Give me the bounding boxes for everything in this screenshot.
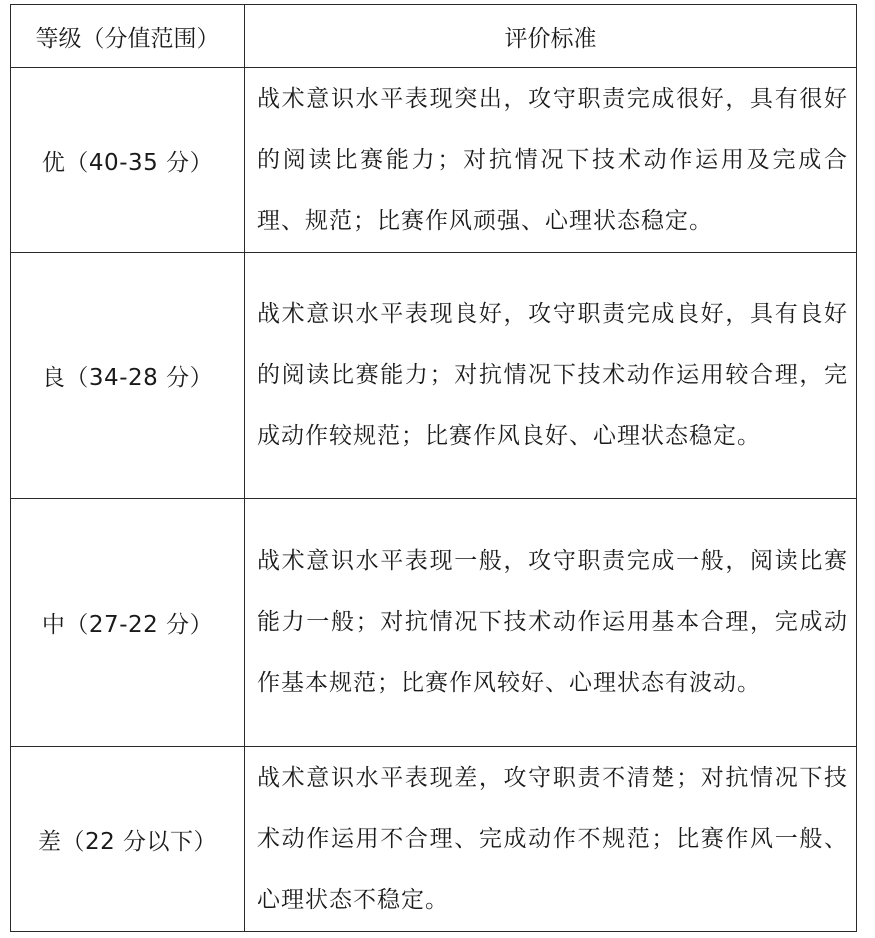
evaluation-table [10,4,857,932]
grade-cell-good: 良（34-28 分） [11,253,245,499]
grade-cell-poor: 差（22 分以下） [11,747,245,932]
header-criteria: 评价标准 [245,5,857,68]
table-row [11,68,857,253]
criteria-cell-good: 战术意识水平表现良好，攻守职责完成良好，具有良好的阅读比赛能力；对抗情况下技术动作运用较合理，完成动作较规范；比赛作风良好、心理状态稳定。 [245,253,857,499]
header-grade: 等级（分值范围） [11,5,245,68]
grade-cell-average: 中（27-22 分） [11,499,245,747]
evaluation-table-container [10,4,856,932]
criteria-cell-excellent: 战术意识水平表现突出，攻守职责完成很好，具有很好的阅读比赛能力；对抗情况下技术动作运用及完成合理、规范；比赛作风顽强、心理状态稳定。 [245,68,857,253]
grade-cell-excellent: 优（40-35 分） [11,68,245,253]
table-row [11,253,857,499]
criteria-cell-average: 战术意识水平表现一般，攻守职责完成一般，阅读比赛能力一般；对抗情况下技术动作运用基本合理，完成动作基本规范；比赛作风较好、心理状态有波动。 [245,499,857,747]
table-row [11,747,857,932]
table-header-row [11,5,857,68]
table-row [11,499,857,747]
criteria-cell-poor: 战术意识水平表现差，攻守职责不清楚；对抗情况下技术动作运用不合理、完成动作不规范；比赛作风一般、心理状态不稳定。 [245,747,857,932]
